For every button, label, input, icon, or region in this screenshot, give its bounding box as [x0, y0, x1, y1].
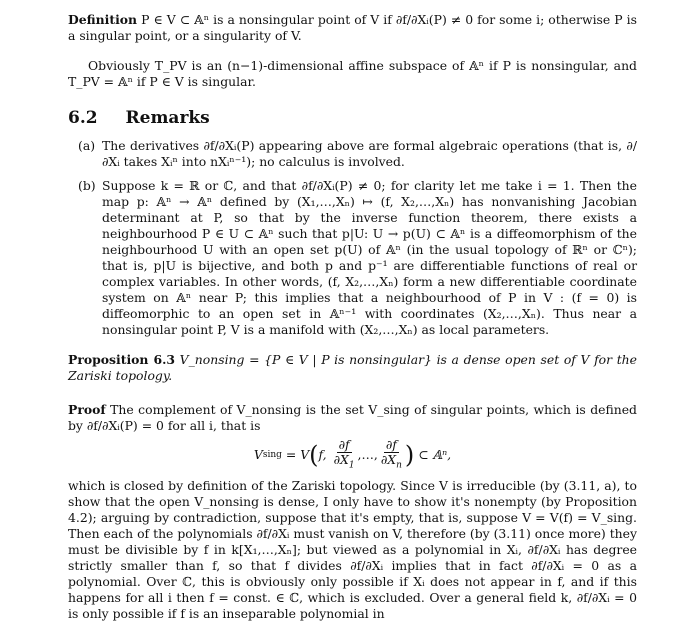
section-heading [68, 110, 637, 126]
proposition-label: Proposition 6.3 [68, 352, 175, 367]
eq-fraction-den [332, 453, 357, 472]
section-number: 6.2 [68, 108, 98, 128]
proof-intro [68, 402, 637, 434]
remark-item-a [78, 138, 637, 170]
eq-den-sub: 1 [348, 460, 355, 471]
display-equation [68, 438, 637, 472]
section-title: Remarks [125, 108, 210, 128]
proposition-text: V_nonsing = {P ∈ V | P is nonsingular} is a dense open set of V for the Zariski topology. [68, 352, 637, 383]
eq-dots: ,…, [357, 447, 378, 462]
remark-item-b [78, 178, 637, 338]
eq-fraction-1 [332, 438, 357, 472]
eq-f: f, [318, 447, 327, 462]
definition-label: Definition [68, 12, 138, 27]
eq-fraction-num: ∂f [385, 436, 397, 452]
eq-fraction-num: ∂f [338, 436, 350, 452]
eq-den-text: ∂X [333, 451, 349, 467]
eq-lhs-sub: sing [262, 450, 282, 460]
remark-text: The derivatives ∂f/∂Xᵢ(P) appearing above are formal algebraic operations (that is, ∂/∂Xᵢ takes Xᵢⁿ into nXᵢⁿ⁻¹); no calculus is involved. [102, 138, 637, 169]
eq-den-sub: n [396, 460, 402, 471]
definition-paragraph [68, 12, 637, 44]
remark-label: (b) [78, 178, 96, 193]
proof-intro-text: The complement of V_nonsing is the set V_sing of singular points, which is defined by ∂f/∂Xᵢ(P) = 0 for all i, that is [68, 402, 637, 433]
remark-label: (a) [78, 138, 96, 153]
eq-fraction-den [379, 453, 404, 472]
obviously-paragraph: Obviously T_PV is an (n−1)-dimensional affine subspace of 𝔸ⁿ if P is nonsingular, and T_PV = 𝔸ⁿ if P ∈ V is singular. [68, 58, 637, 89]
eq-lhs: V [253, 447, 263, 462]
eq-fraction-2 [379, 438, 404, 472]
proposition-paragraph [68, 352, 637, 384]
eq-den-text: ∂X [380, 451, 397, 467]
eq-equals: = V [285, 447, 310, 462]
eq-close-paren: ) [404, 441, 415, 469]
remark-text: Suppose k = ℝ or ℂ, and that ∂f/∂Xᵢ(P) ≠ 0; for clarity let me take i = 1. Then the map p: 𝔸ⁿ → 𝔸ⁿ defined by (X₁,…,Xₙ) ↦ (f, X₂,…,Xₙ) has nonvanishing Jacobian determinant at P, so that by the inverse function theorem, there exists a neighbourhood P ∈ U ⊂ 𝔸ⁿ such that p|U: U → p(U) ⊂ 𝔸ⁿ is a diffeomorphism of the neighbourhood U with an open set p(U) of 𝔸ⁿ (in the usual topology of ℝⁿ or ℂⁿ); that is, p|U is bijective, and both p and p⁻¹ are differentiable functions of real or complex variables. In other words, (f, X₂,…,Xₙ) form a new differentiable coordinate system on 𝔸ⁿ near P; this implies that a neighbourhood of P in V : (f = 0) is diffeomorphic to an open set in 𝔸ⁿ⁻¹ with coordinates (X₂,…,Xₙ). Thus near a nonsingular point P, V is a manifold with (X₂,…,Xₙ) as local parameters. [102, 178, 637, 337]
proof-body: which is closed by definition of the Zariski topology. Since V is irreducible (by (3.11, a), to show that the open V_nonsing is dense, I only have to show it's nonempty (by Proposition 4.2); arguing by contradiction, suppose that it's empty, that is, suppose V = V(f) = V_sing. Then each of the polynomials ∂f/∂Xᵢ must vanish on V, therefore (by (3.11) once more) they must be divisible by f in k[X₁,…,Xₙ]; but viewed as a polynomial in Xᵢ, ∂f/∂Xᵢ has degree strictly smaller than f, so that f divides ∂f/∂Xᵢ implies that in fact ∂f/∂Xᵢ = 0 as a polynomial. Over ℂ, this is obviously only possible if Xᵢ does not appear in f, and if this happens for all i then f = const. ∈ ℂ, which is excluded. Over a general field k, ∂f/∂Xᵢ = 0 is only possible if f is an inseparable polynomial in [68, 478, 637, 621]
eq-tail: ⊂ 𝔸ⁿ, [418, 447, 452, 462]
eq-open-paren: ( [309, 441, 319, 469]
definition-text: P ∈ V ⊂ 𝔸ⁿ is a nonsingular point of V if ∂f/∂Xᵢ(P) ≠ 0 for some i; otherwise P is a singular point, or a singularity of V. [68, 12, 637, 43]
proof-label: Proof [68, 402, 106, 417]
